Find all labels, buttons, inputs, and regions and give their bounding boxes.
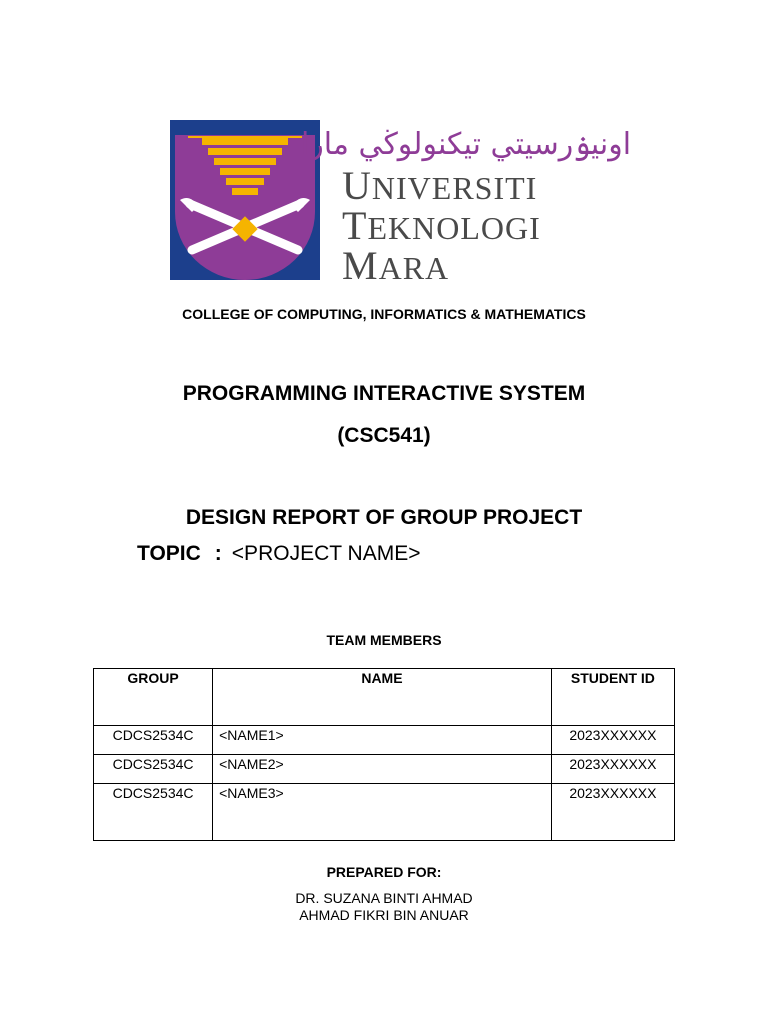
- column-header-group: GROUP: [94, 669, 213, 726]
- course-title: PROGRAMMING INTERACTIVE SYSTEM: [182, 382, 586, 405]
- member-name: <NAME1>: [213, 726, 552, 755]
- member-student-id: 2023XXXXXX: [551, 726, 674, 755]
- wordmark-line-teknologi: TEKNOLOGI: [342, 203, 541, 248]
- supervisor-name: AHMAD FIKRI BIN ANUAR: [299, 907, 469, 923]
- course-code: (CSC541): [337, 424, 431, 447]
- member-student-id: 2023XXXXXX: [551, 784, 674, 841]
- uitm-crest-icon: [170, 120, 320, 280]
- member-name: <NAME3>: [213, 784, 552, 841]
- member-group: CDCS2534C: [94, 784, 213, 841]
- member-group: CDCS2534C: [94, 755, 213, 784]
- prepared-for-heading: PREPARED FOR:: [326, 864, 442, 880]
- jawi-script-wordmark: [300, 118, 632, 166]
- report-title: DESIGN REPORT OF GROUP PROJECT: [185, 506, 583, 529]
- column-header-name: NAME: [213, 669, 552, 726]
- wordmark-line-mara: MARA: [342, 243, 450, 288]
- topic-label: TOPIC: [137, 542, 201, 565]
- supervisor-name: DR. SUZANA BINTI AHMAD: [295, 890, 473, 906]
- table-row: [94, 784, 675, 841]
- column-header-student-id: STUDENT ID: [551, 669, 674, 726]
- table-row: [94, 755, 675, 784]
- team-members-heading: TEAM MEMBERS: [326, 632, 442, 648]
- university-logo: [170, 118, 632, 288]
- team-members-table: [93, 668, 675, 841]
- member-group: CDCS2534C: [94, 726, 213, 755]
- svg-text:اونيۏرسيتي تيكنولوڬي مارا: اونيۏرسيتي تيكنولوڬي مارا: [300, 127, 632, 162]
- table-row: [94, 726, 675, 755]
- topic-line: [137, 542, 420, 566]
- member-student-id: 2023XXXXXX: [551, 755, 674, 784]
- topic-colon: :: [214, 542, 222, 565]
- topic-value: <PROJECT NAME>: [231, 542, 421, 565]
- table-header-row: [94, 669, 675, 726]
- wordmark-line-universiti: UNIVERSITI: [342, 163, 538, 208]
- college-name: COLLEGE OF COMPUTING, INFORMATICS & MATHEMATICS: [182, 306, 586, 322]
- member-name: <NAME2>: [213, 755, 552, 784]
